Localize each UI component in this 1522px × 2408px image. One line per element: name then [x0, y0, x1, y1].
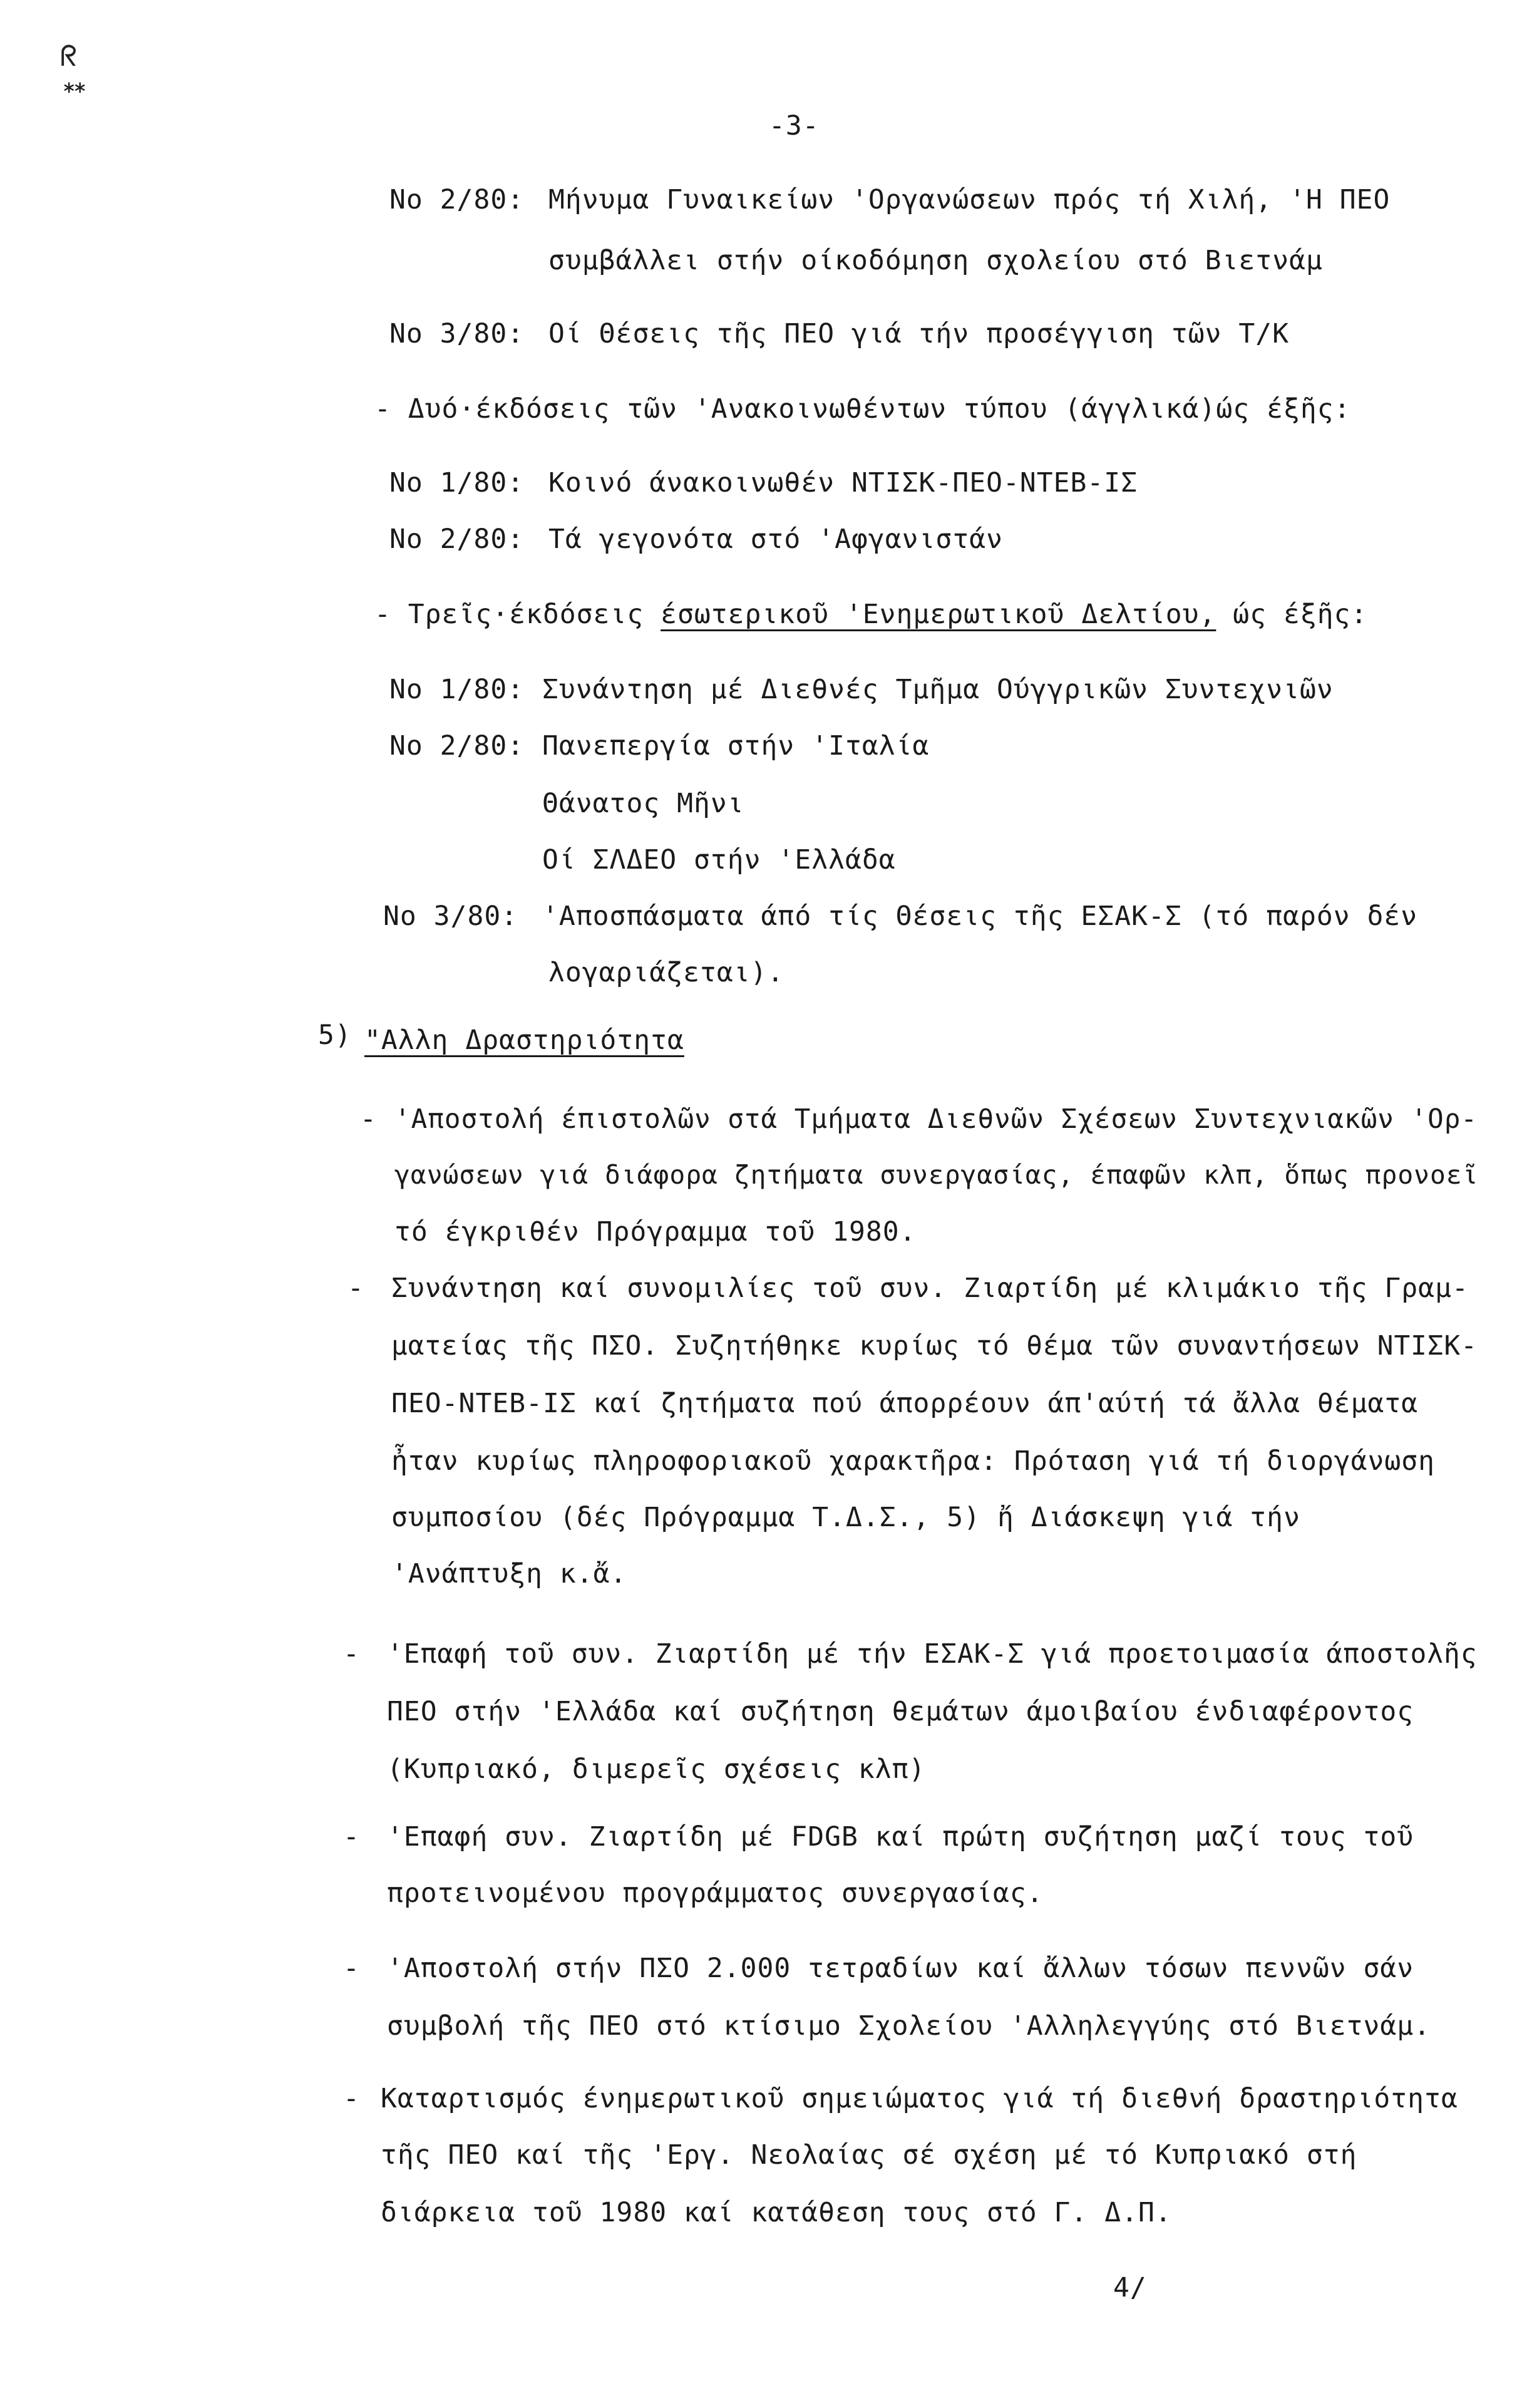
list-item-1-line3: τό έγκριθέν Πρόγραμμα τοῦ 1980. — [394, 1216, 917, 1248]
newsletter-code-3: Νο 3/80: — [389, 318, 525, 349]
newsletter-text-3: Οί Θέσεις τῆς ΠΕΟ γιά τήν προσέγγιση τῶν Τ/Κ — [548, 318, 1290, 349]
bulletin-heading: - Τρεῖς·έκδόσεις έσωτερικοῦ 'Ενημερωτικοῦ Δελτίου, ώς έξῆς: — [374, 599, 1368, 630]
list-item-bullet-3: - — [343, 1638, 360, 1670]
list-item-2-line1: Συνάντηση καί συνομιλίες τοῦ συν. Ζιαρτίδη μέ κλιμάκιο τῆς Γραμ- — [391, 1273, 1469, 1304]
bulletin-text-2-line3: Οί ΣΛΔΕΟ στήν 'Ελλάδα — [542, 844, 896, 876]
list-item-2-line3: ΠΕΟ-ΝΤΕΒ-ΙΣ καί ζητήματα πού άπορρέουν άπ'αύτή τά ἄλλα θέματα — [391, 1388, 1419, 1419]
communiques-heading: - Δυό·έκδόσεις τῶν 'Ανακοινωθέντων τύπου (άγγλικά)ώς έξῆς: — [374, 393, 1351, 425]
bulletin-code-1: Νο 1/80: — [389, 674, 525, 705]
newsletter-code-2: Νο 2/80: — [389, 184, 525, 215]
newsletter-text-2-line1: Μήνυμα Γυναικείων 'Οργανώσεων πρός τή Χιλή, 'Η ΠΕΟ — [548, 184, 1391, 215]
list-item-bullet-1: - — [360, 1103, 377, 1135]
communique-text-1: Κοινό άνακοινωθέν ΝΤΙΣΚ-ΠΕΟ-ΝΤΕΒ-ΙΣ — [548, 467, 1138, 499]
communique-code-1: Νο 1/80: — [389, 467, 525, 499]
list-item-3-line2: ΠΕΟ στήν 'Ελλάδα καί συζήτηση θεμάτων άμοιβαίου ένδιαφέροντος — [387, 1696, 1414, 1727]
list-item-2-line4: ἦταν κυρίως πληροφοριακοῦ χαρακτῆρα: Πρόταση γιά τή διοργάνωση — [391, 1445, 1436, 1477]
list-item-6-line1: Καταρτισμός ένημερωτικοῦ σημειώματος γιά τή διεθνή δραστηριότητα — [381, 2083, 1458, 2114]
list-item-bullet-2: - — [347, 1273, 364, 1304]
margin-mark-2: ᕯ — [63, 76, 86, 110]
communique-text-2: Τά γεγονότα στό 'Αφγανιστάν — [548, 524, 1003, 555]
list-item-1-line2: γανώσεων γιά διάφορα ζητήματα συνεργασίας, έπαφῶν κλπ, ὅπως προνοεῖ — [394, 1160, 1479, 1190]
list-item-3-line1: 'Επαφή τοῦ συν. Ζιαρτίδη μέ τήν ΕΣΑΚ-Σ γιά προετοιμασία άποστολῆς — [387, 1638, 1478, 1670]
list-item-6-line3: διάρκεια τοῦ 1980 καί κατάθεση τους στό Γ. Δ.Π. — [381, 2197, 1172, 2228]
list-item-bullet-4: - — [343, 1821, 360, 1853]
page-number: -3- — [769, 110, 820, 142]
list-item-6-line2: τῆς ΠΕΟ καί τῆς 'Εργ. Νεολαίας σέ σχέση μέ τό Κυπριακό στή — [381, 2139, 1357, 2171]
list-item-4-line1: 'Επαφή συν. Ζιαρτίδη μέ FDGB καί πρώτη συζήτηση μαζί τους τοῦ — [387, 1821, 1414, 1853]
margin-mark-1: ᖇ — [60, 39, 78, 73]
list-item-5-line1: 'Αποστολή στήν ΠΣΟ 2.000 τετραδίων καί ἄλλων τόσων πεννῶν σάν — [387, 1953, 1414, 1984]
bulletin-text-2-line1: Πανεπεργία στήν 'Ιταλία — [542, 730, 930, 762]
bulletin-heading-underlined: έσωτερικοῦ 'Ενημερωτικοῦ Δελτίου, — [661, 599, 1216, 630]
bulletin-text-3-line1: 'Αποσπάσματα άπό τίς Θέσεις τῆς ΕΣΑΚ-Σ (τό παρόν δέν — [542, 901, 1418, 932]
bulletin-text-2-line2: Θάνατος Μῆνι — [542, 788, 744, 819]
list-item-bullet-5: - — [343, 1953, 360, 1984]
list-item-5-line2: συμβολή τῆς ΠΕΟ στό κτίσιμο Σχολείου 'Αλληλεγγύης στό Βιετνάμ. — [387, 2010, 1431, 2042]
list-item-3-line3: (Κυπριακό, διμερεῖς σχέσεις κλπ) — [387, 1754, 926, 1785]
newsletter-text-2-line2: συμβάλλει στήν οίκοδόμηση σχολείου στό Βιετνάμ — [548, 245, 1323, 276]
list-item-2-line5: συμποσίου (δές Πρόγραμμα Τ.Δ.Σ., 5) ἤ Διάσκεψη γιά τήν — [391, 1502, 1300, 1533]
list-item-2-line6: 'Ανάπτυξη κ.ἄ. — [391, 1558, 627, 1589]
bulletin-text-1: Συνάντηση μέ Διεθνές Τμῆμα Ούγγρικῶν Συντεχνιῶν — [542, 674, 1334, 705]
bulletin-code-2: Νο 2/80: — [389, 730, 525, 762]
next-page-marker: 4/ — [1113, 2272, 1147, 2303]
bulletin-text-3-line2: λογαριάζεται). — [548, 957, 784, 988]
list-item-4-line2: προτεινομένου προγράμματος συνεργασίας. — [387, 1878, 1044, 1909]
section-title: "Αλλη Δραστηριότητα — [364, 1025, 684, 1056]
bulletin-code-3: Νο 3/80: — [383, 901, 518, 932]
list-item-bullet-6: - — [343, 2083, 360, 2114]
section-number: 5) — [318, 1020, 352, 1051]
communique-code-2: Νο 2/80: — [389, 524, 525, 555]
list-item-1-line1: 'Αποστολή έπιστολῶν στά Τμήματα Διεθνῶν Σχέσεων Συντεχνιακῶν 'Ορ- — [394, 1103, 1478, 1135]
list-item-2-line2: ματείας τῆς ΠΣΟ. Συζητήθηκε κυρίως τό θέμα τῶν συναντήσεων ΝΤΙΣΚ- — [391, 1330, 1478, 1362]
